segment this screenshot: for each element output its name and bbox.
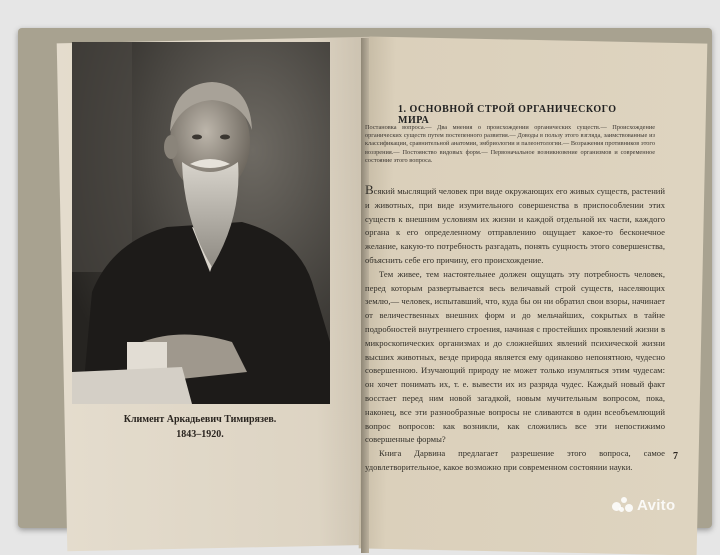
avito-watermark [612, 497, 675, 514]
drop-cap: В [365, 182, 374, 197]
paragraph-3: Книга Дарвина предлагает разрешение этого вопроса, самое удовлетворительное, какое возможно при современном состоянии науки. [365, 448, 665, 472]
avito-logo-icon [612, 497, 634, 513]
watermark-text: Avito [637, 497, 676, 514]
portrait-photo [72, 42, 330, 404]
chapter-abstract: Постановка вопроса.— Два мнения о происхождении органических существ.— Происхождение органических существ путем постепенного развития.— Доводы в пользу этого взгляда, заимствованные из классификации, сравнительной анатомии, эмбриологии и палеонтологии.— Возражения противников этого воззрения.— Постоянство видовых форм.— Первоначальное возникновение организмов и современное состояние этого вопроса. [365, 124, 655, 164]
paragraph-1-text: сякий мыслящий человек при виде окружающих его живых существ, растений и животных, при виде изумительного совершенства в приспособлении этих существ к внешним условиям их жизни и каждой отдельной их части, каждого органа к его определенному отправлению ощущает какое-то бесконечное желание, какую-то потребность разгадать, понять сущность этого совершенства, объяснить себе его причину, его происхождение. [365, 186, 665, 265]
portrait-image [72, 42, 330, 404]
chapter-body [365, 183, 665, 475]
portrait-caption [80, 412, 320, 442]
page-number: 7 [673, 451, 678, 462]
chapter-title: 1. ОСНОВНОЙ СТРОЙ ОРГАНИЧЕСКОГО МИРА [398, 104, 617, 126]
paragraph-2: Тем живее, тем настоятельнее должен ощущать эту потребность человек, перед которым развертывается весь величавый строй существ, населяющих землю,— человек, испытавший, что, куда бы он ни обратил свои взоры, начинает от величественных внешних форм и до мельчайших, сокрытых в тайне подробностей внутреннего строения, начиная с простейших проявлений жизни в микроскопических организмах и до сложнейших явлений психической жизни высших животных, везде природа является ему одинаково непонятною, чудесно совершенною. Изучающий природу не может только изумляться этим чудесам: он хочет понимать их, т. е. вывести их из разряда чудес. Каждый новый факт восстает перед ним новой загадкой, новым мучительным вопросом, пока, наконец, все эти разнообразные вопросы не сливаются в один всеобъемлющий вопрос вопросов: как возникли, как сложились все эти непостижимо совершенные формы? [365, 268, 665, 445]
paragraph-1 [365, 183, 665, 268]
caption-name: Климент Аркадьевич Тимирязев. [123, 414, 277, 425]
caption-years: 1843–1920. [176, 429, 224, 440]
